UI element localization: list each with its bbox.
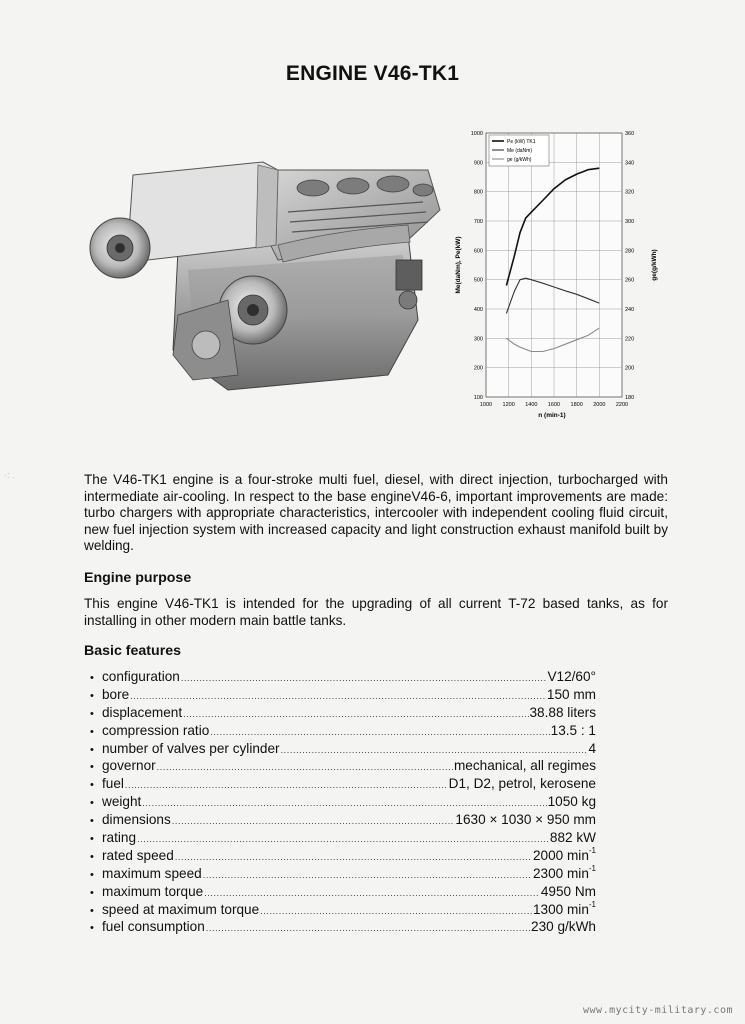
feature-row	[90, 668, 596, 686]
feature-value-text: mechanical, all regimes	[453, 758, 596, 774]
feature-row	[90, 865, 596, 883]
dot-leader	[157, 759, 453, 777]
feature-name: weight	[102, 794, 142, 810]
feature-value	[533, 901, 596, 919]
y2-tick-label: 280	[625, 248, 635, 255]
features-list	[90, 668, 596, 936]
bullet-icon: •	[90, 886, 94, 899]
x-tick-label: 2200	[615, 402, 629, 408]
x-tick-label: 1800	[570, 402, 583, 408]
feature-name: speed at maximum torque	[102, 901, 260, 917]
bullet-icon: •	[90, 922, 94, 935]
feature-value	[533, 847, 596, 865]
y2-tick-label: 180	[625, 395, 635, 401]
x-tick-label: 2000	[593, 402, 606, 408]
y-tick-label: 400	[473, 307, 483, 313]
feature-name: fuel	[102, 776, 124, 792]
dot-leader	[206, 920, 530, 938]
feature-row	[90, 775, 596, 793]
bullet-icon: •	[90, 815, 94, 828]
feature-value-text: 1630 × 1030 × 950 mm	[455, 812, 596, 828]
feature-value	[454, 757, 596, 775]
feature-value-exponent: -1	[588, 900, 596, 910]
feature-row	[90, 722, 596, 740]
feature-value	[530, 704, 597, 722]
bullet-icon: •	[90, 868, 94, 881]
feature-value-text: 13.5 : 1	[550, 722, 596, 738]
feature-value-text: 230 g/kWh	[531, 919, 596, 935]
y2-tick-label: 220	[625, 336, 635, 343]
performance-chart	[448, 125, 660, 425]
page-title: ENGINE V46-TK1	[285, 62, 460, 85]
bullet-icon: •	[90, 797, 94, 810]
feature-name: rated speed	[102, 847, 174, 863]
bullet-icon: •	[90, 689, 94, 702]
dot-leader	[125, 777, 448, 795]
bullet-icon: •	[90, 833, 94, 846]
engine-illustration	[78, 150, 448, 395]
feature-row	[90, 793, 596, 811]
feature-value-text: D1, D2, petrol, kerosene	[448, 776, 596, 792]
x-tick-label: 1000	[479, 402, 493, 408]
feature-row	[90, 883, 596, 901]
feature-name: displacement	[102, 704, 183, 720]
basic-features-heading: Basic features	[84, 643, 181, 659]
feature-value	[548, 793, 596, 811]
feature-value	[449, 775, 596, 793]
y-tick-label: 800	[473, 189, 483, 196]
feature-value-exponent: -1	[588, 846, 596, 856]
y-tick-label: 900	[473, 160, 483, 167]
feature-value-exponent: -1	[588, 864, 596, 874]
feature-value-text: 2300 min	[532, 865, 589, 881]
dot-leader	[181, 670, 547, 688]
feature-row	[90, 686, 596, 704]
dot-leader	[175, 849, 532, 867]
feature-value	[541, 883, 596, 901]
feature-value-text: 1050 kg	[547, 794, 596, 810]
y-tick-label: 600	[473, 248, 483, 255]
x-tick-label: 1400	[525, 402, 538, 408]
dot-leader	[137, 831, 549, 849]
legend-label: Me (daNm)	[507, 148, 533, 154]
feature-value-text: 1300 min	[532, 901, 589, 917]
y2-tick-label: 200	[625, 365, 635, 372]
feature-value	[547, 668, 596, 686]
legend-label: Pe (kW) TK1	[507, 139, 536, 145]
feature-name: maximum torque	[102, 883, 204, 899]
feature-value-text: 38.88 liters	[529, 704, 596, 720]
feature-value-text: 2000 min	[532, 847, 589, 863]
feature-row	[90, 829, 596, 847]
bullet-icon: •	[90, 725, 94, 738]
feature-value-text: 150 mm	[546, 686, 596, 702]
feature-value	[455, 811, 596, 829]
feature-row	[90, 918, 596, 936]
feature-name: rating	[102, 830, 137, 846]
bullet-icon: •	[90, 743, 94, 756]
y-tick-label: 300	[473, 336, 483, 343]
y-tick-label: 700	[473, 219, 483, 225]
feature-row	[90, 740, 596, 758]
x-tick-label: 1600	[547, 402, 561, 408]
y2-tick-label: 300	[625, 219, 635, 225]
feature-name: configuration	[102, 669, 180, 684]
feature-value	[547, 686, 596, 704]
feature-value	[588, 740, 596, 758]
bullet-icon: •	[90, 761, 94, 774]
dot-leader	[260, 903, 532, 921]
bullet-icon: •	[90, 672, 94, 684]
feature-value-text: 4950 Nm	[540, 883, 596, 899]
feature-name: bore	[102, 686, 130, 702]
y-tick-label: 200	[473, 365, 483, 372]
feature-value	[551, 722, 596, 740]
engine-purpose-text: This engine V46-TK1 is intended for the upgrading of all current T-72 based tanks, as for installing in other modern main battle tanks.	[84, 596, 668, 628]
feature-value	[533, 865, 596, 883]
engine-purpose-heading: Engine purpose	[84, 570, 192, 586]
bullet-icon: •	[90, 779, 94, 792]
bullet-icon: •	[90, 850, 94, 863]
y-tick-label: 500	[473, 277, 483, 284]
y-tick-label: 1000	[470, 131, 483, 137]
feature-name: dimensions	[102, 812, 171, 828]
feature-value-text: V12/60°	[547, 669, 596, 684]
feature-row	[90, 811, 596, 829]
feature-row	[90, 901, 596, 919]
feature-name: compression ratio	[102, 722, 210, 738]
feature-row	[90, 847, 596, 865]
y-axis-label: Me(daNm), Pe(kW)	[455, 236, 462, 294]
y2-axis-label: ge(g/kWh)	[651, 249, 658, 281]
y2-tick-label: 260	[625, 277, 635, 284]
feature-value	[531, 918, 596, 936]
feature-name: governor	[102, 758, 156, 774]
x-tick-label: 1200	[502, 402, 515, 408]
feature-row	[90, 704, 596, 722]
feature-value	[550, 829, 596, 847]
feature-row	[90, 757, 596, 775]
watermark: www.mycity-military.com	[583, 1005, 733, 1016]
chart-grid	[486, 133, 622, 397]
intro-paragraph: The V46-TK1 engine is a four-stroke multi fuel, diesel, with direct injection, turbocharged with intermediate air-cooling. In respect to the base engineV46-6, important improvements are made: turbo chargers with appropriate characteristics, intercooler with independent cooling fluid circuit, new fuel injection system with increased capacity and light construction exhaust manifold built by welding.	[84, 472, 668, 553]
legend-label: ge (g/kWh)	[507, 157, 532, 163]
y2-tick-label: 340	[625, 160, 635, 167]
y2-tick-label: 360	[625, 131, 635, 137]
y2-tick-label: 240	[625, 307, 635, 313]
feature-name: fuel consumption	[102, 919, 205, 935]
x-axis-label: n (min-1)	[538, 412, 566, 419]
feature-name: maximum speed	[102, 865, 202, 881]
bullet-icon: •	[90, 904, 94, 917]
feature-value-text: 882 kW	[549, 830, 596, 846]
feature-name: number of valves per cylinder	[102, 740, 280, 756]
feature-value-text: 4	[588, 740, 596, 756]
dot-leader	[203, 867, 532, 885]
dot-leader	[130, 688, 546, 706]
dot-leader	[172, 813, 455, 831]
dot-leader	[183, 706, 528, 724]
scan-speck: ·: .	[4, 470, 15, 480]
y2-tick-label: 320	[625, 189, 635, 196]
y-tick-label: 100	[473, 395, 483, 401]
bullet-icon: •	[90, 707, 94, 720]
chart-legend	[489, 135, 549, 166]
